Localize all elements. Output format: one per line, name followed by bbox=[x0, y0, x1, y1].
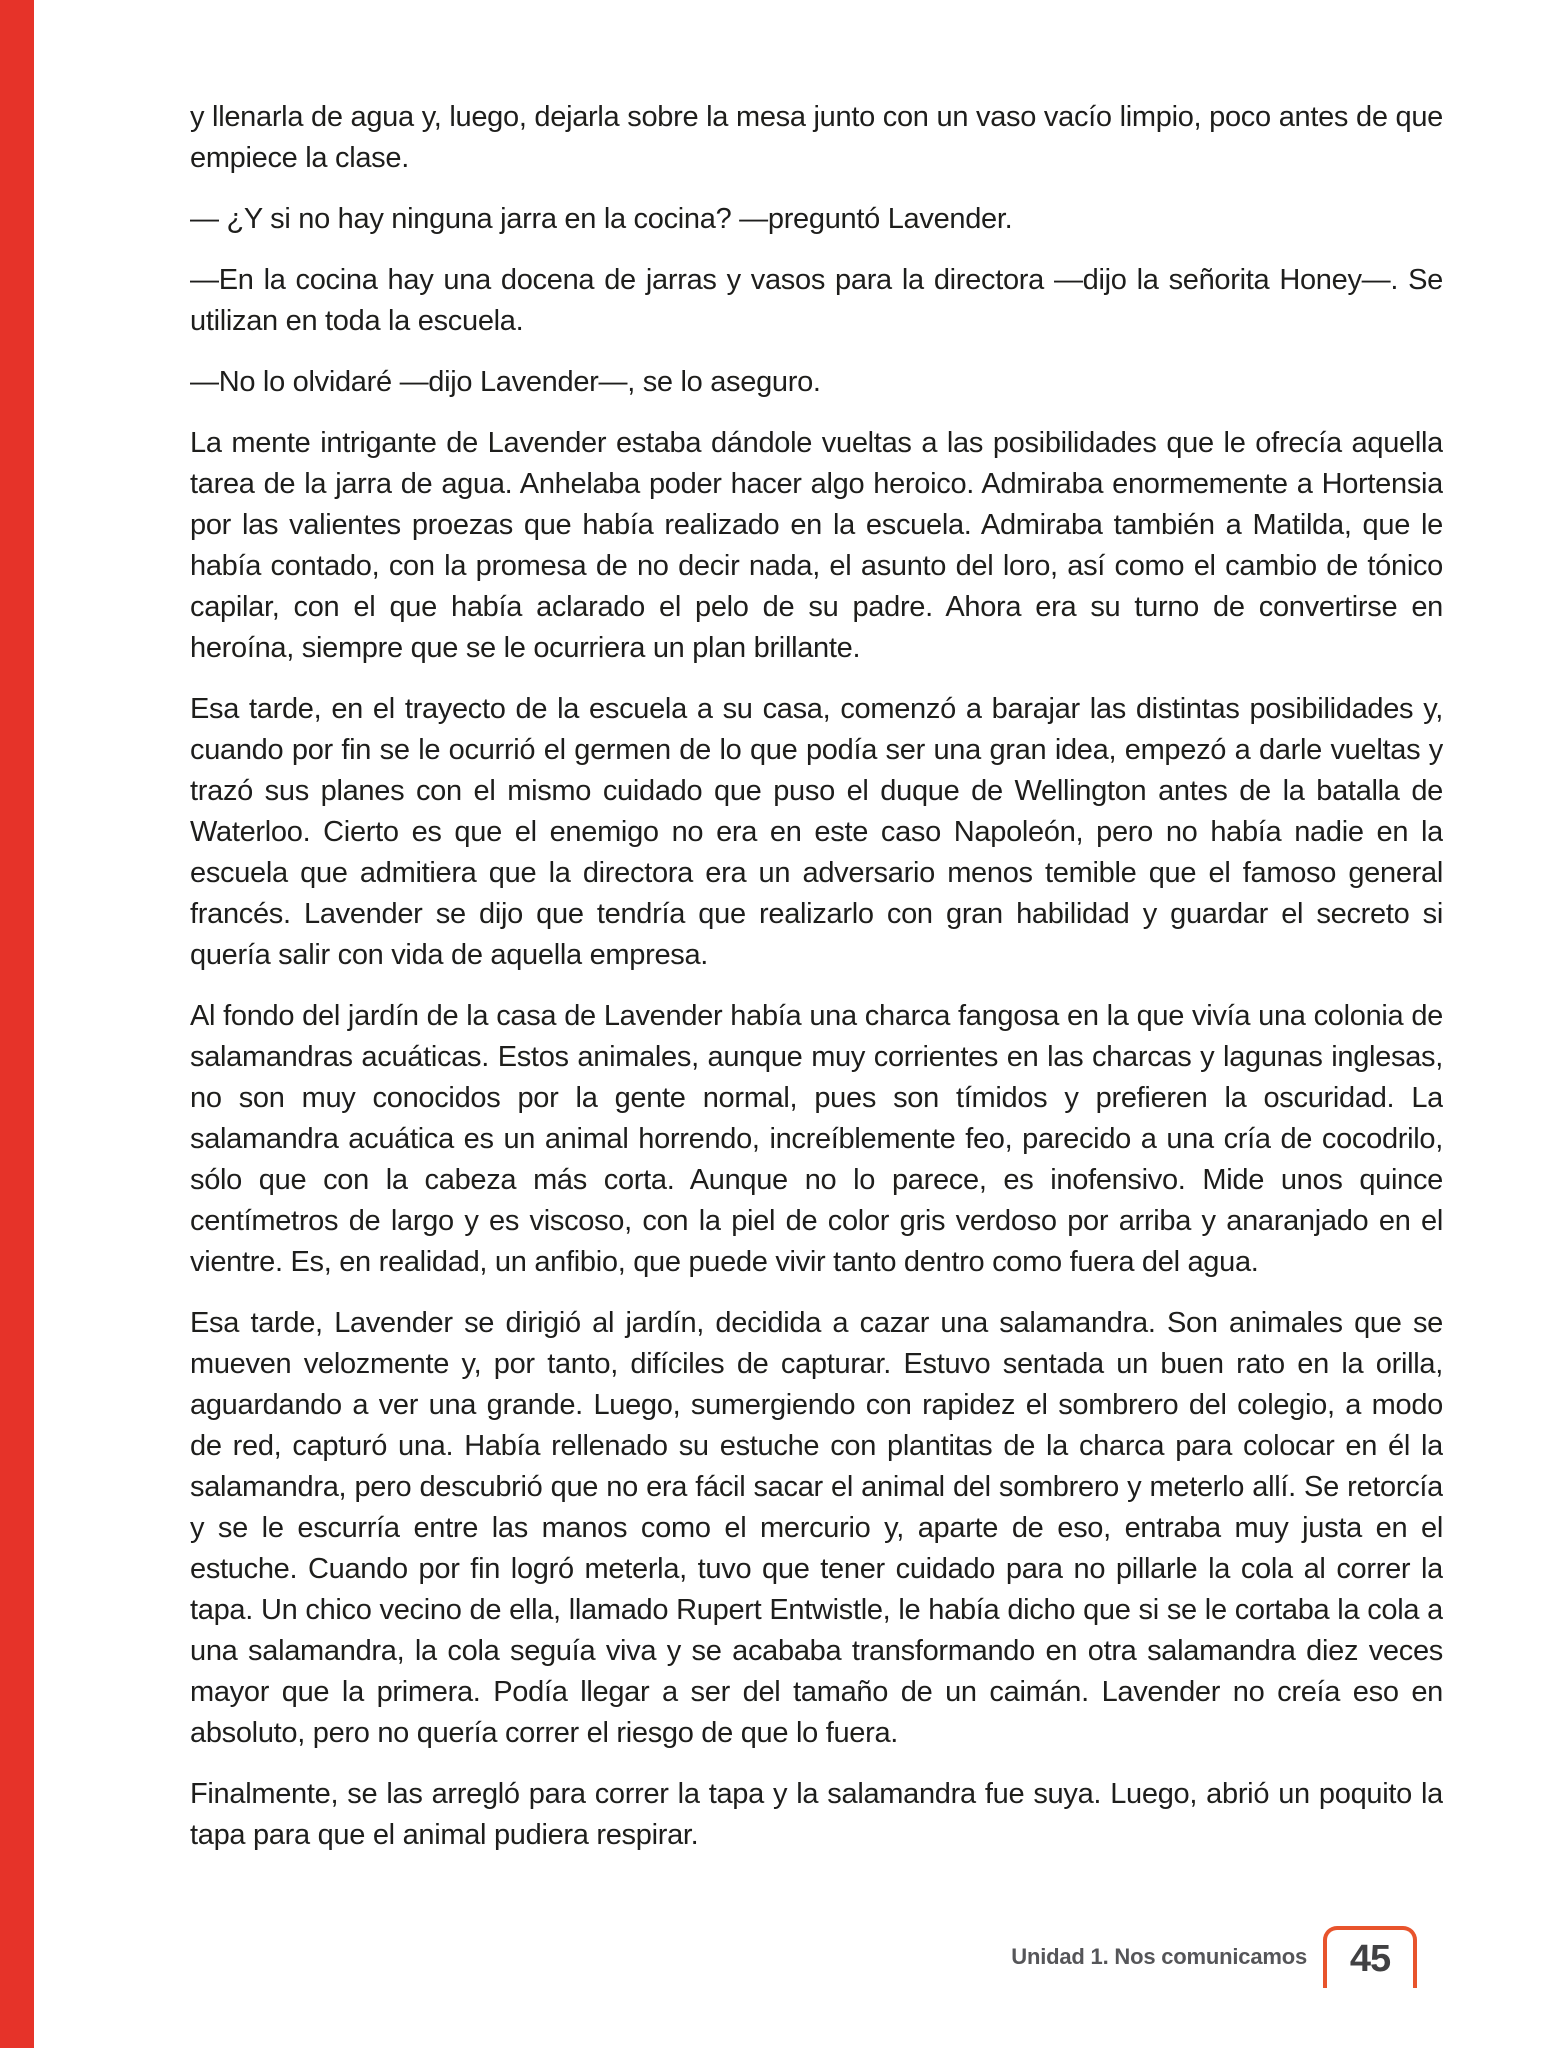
page-number-box bbox=[1323, 1926, 1417, 1988]
paragraph: Al fondo del jardín de la casa de Lavender había una charca fangosa en la que vivía una colonia de salamandras acuáticas. Estos animales, aunque muy corrientes en las charcas y lagunas inglesas, no son muy conocidos por la gente normal, pues son tímidos y prefieren la oscuridad. La salamandra acuática es un animal horrendo, increíblemente feo, parecido a una cría de cocodrilo, sólo que con la cabeza más corta. Aunque no lo parece, es inofensivo. Mide unos quince centímetros de largo y es viscoso, con la piel de color gris verdoso por arriba y anaranjado en el vientre. Es, en realidad, un anfibio, que puede vivir tanto dentro como fuera del agua. bbox=[190, 1000, 1443, 1278]
left-accent-bar bbox=[0, 0, 34, 2048]
page-footer bbox=[1011, 1926, 1417, 1988]
paragraph: — ¿Y si no hay ninguna jarra en la cocina? —preguntó Lavender. bbox=[190, 203, 1013, 235]
paragraph: —No lo olvidaré —dijo Lavender—, se lo aseguro. bbox=[190, 366, 821, 398]
paragraph: y llenarla de agua y, luego, dejarla sobre la mesa junto con un vaso vacío limpio, poco antes de que empiece la clase. bbox=[190, 101, 1443, 174]
paragraph: Finalmente, se las arregló para correr la tapa y la salamandra fue suya. Luego, abrió un poquito la tapa para que el animal pudiera respirar. bbox=[190, 1778, 1443, 1851]
footer-unit-label: Unidad 1. Nos comunicamos bbox=[1011, 1944, 1307, 1969]
reading-text bbox=[190, 97, 1443, 1876]
paragraph: —En la cocina hay una docena de jarras y vasos para la directora —dijo la señorita Honey—. Se utilizan en toda la escuela. bbox=[190, 264, 1443, 337]
paragraph: La mente intrigante de Lavender estaba dándole vueltas a las posibilidades que le ofrecía aquella tarea de la jarra de agua. Anhelaba poder hacer algo heroico. Admiraba enormemente a Hortensia por las valientes proezas que había realizado en la escuela. Admiraba también a Matilda, que le había contado, con la promesa de no decir nada, el asunto del loro, así como el cambio de tónico capilar, con el que había aclarado el pelo de su padre. Ahora era su turno de convertirse en heroína, siempre que se le ocurriera un plan brillante. bbox=[190, 427, 1443, 664]
paragraph: Esa tarde, en el trayecto de la escuela a su casa, comenzó a barajar las distintas posibilidades y, cuando por fin se le ocurrió el germen de lo que podía ser una gran idea, empezó a darle vueltas y trazó sus planes con el mismo cuidado que puso el duque de Wellington antes de la batalla de Waterloo. Cierto es que el enemigo no era en este caso Napoleón, pero no había nadie en la escuela que admitiera que la directora era un adversario menos temible que el famoso general francés. Lavender se dijo que tendría que realizarlo con gran habilidad y guardar el secreto si quería salir con vida de aquella empresa. bbox=[190, 693, 1443, 971]
paragraph: Esa tarde, Lavender se dirigió al jardín, decidida a cazar una salamandra. Son animales que se mueven velozmente y, por tanto, difíciles de capturar. Estuvo sentada un buen rato en la orilla, aguardando a ver una grande. Luego, sumergiendo con rapidez el sombrero del colegio, a modo de red, capturó una. Había rellenado su estuche con plantitas de la charca para colocar en él la salamandra, pero descubrió que no era fácil sacar el animal del sombrero y meterlo allí. Se retorcía y se le escurría entre las manos como el mercurio y, aparte de eso, entraba muy justa en el estuche. Cuando por fin logró meterla, tuvo que tener cuidado para no pillarle la cola al correr la tapa. Un chico vecino de ella, llamado Rupert Entwistle, le había dicho que si se le cortaba la cola a una salamandra, la cola seguía viva y se acababa transformando en otra salamandra diez veces mayor que la primera. Podía llegar a ser del tamaño de un caimán. Lavender no creía eso en absoluto, pero no quería correr el riesgo de que lo fuera. bbox=[190, 1307, 1443, 1749]
page-number: 45 bbox=[1349, 1937, 1391, 1980]
